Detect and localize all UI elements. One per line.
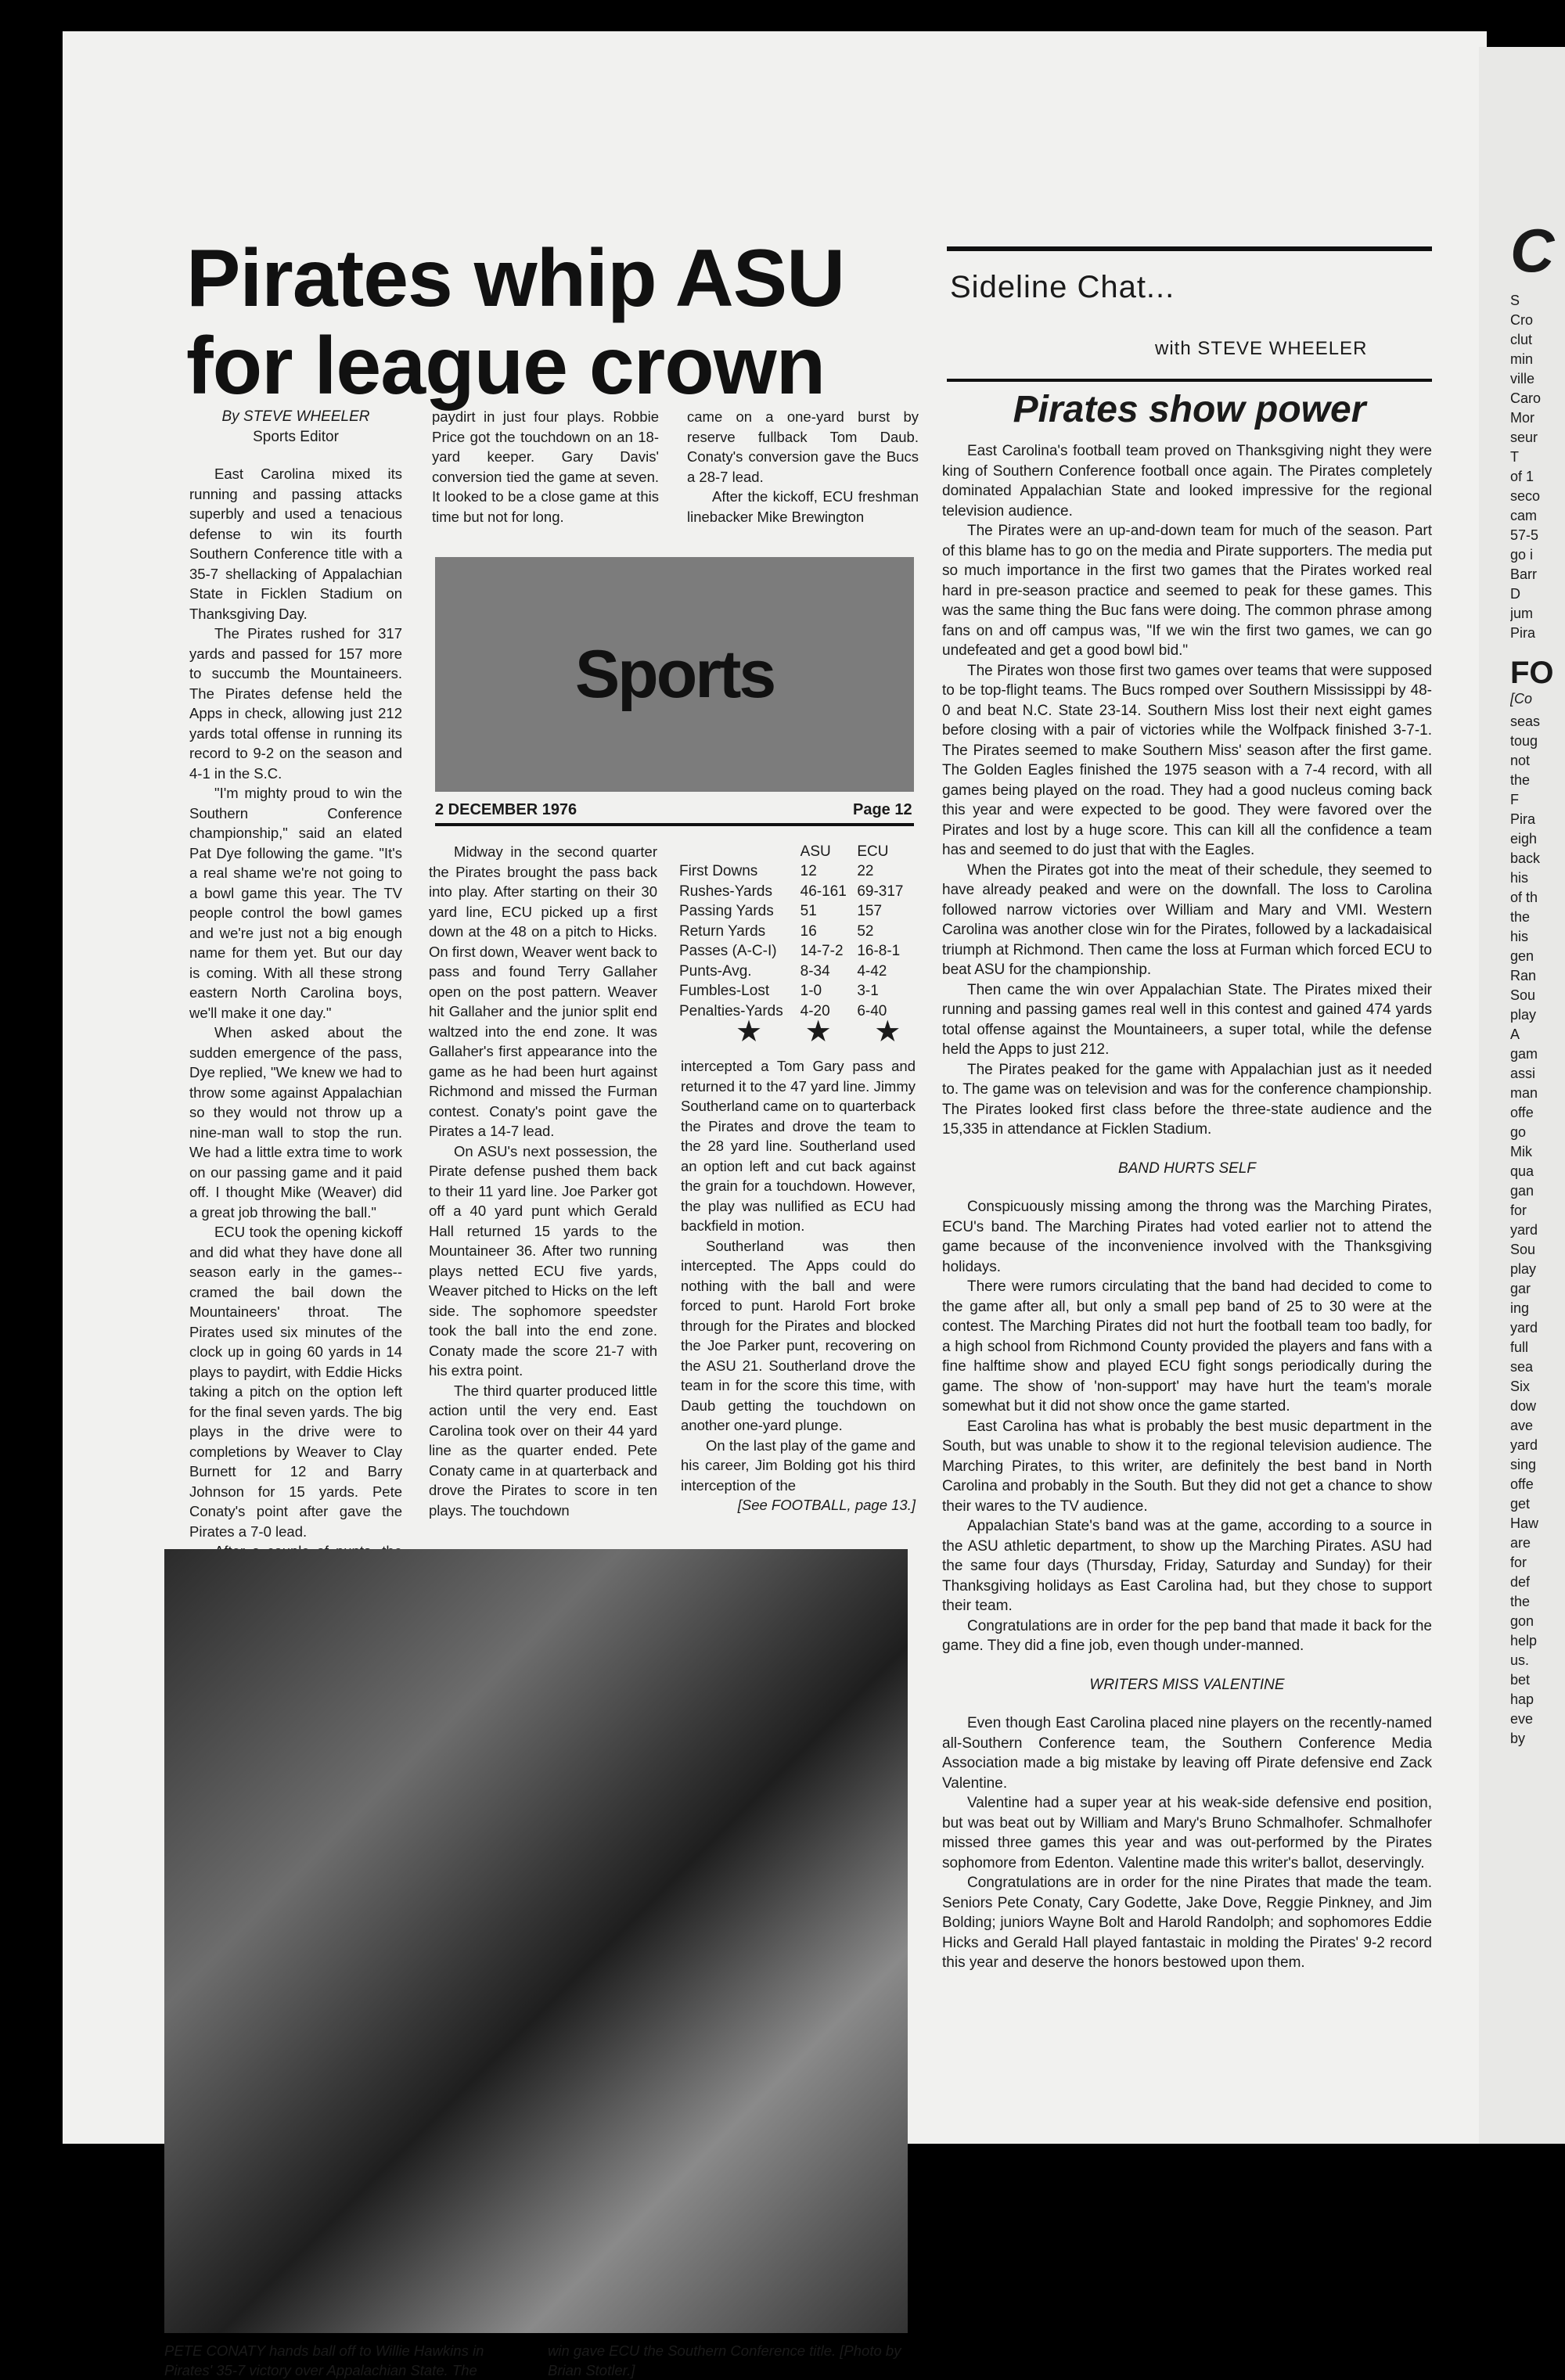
paragraph: On the last play of the game and his career, Jim Bolding got his third interception of the bbox=[681, 1436, 916, 1494]
fragment-line: for bbox=[1510, 1555, 1527, 1570]
fragment-line: Pira bbox=[1510, 625, 1536, 641]
fragment-line: jum bbox=[1510, 606, 1534, 621]
paragraph: The Pirates peaked for the game with Appalachian just as it needed to. The game was on television and was for the conference championship. The Pirates looked first class before the three-state audience and the 15,335 in attendance at Ficklen Stadium. bbox=[942, 1061, 1432, 1138]
paragraph: intercepted a Tom Gary pass and returned it to the 47 yard line. Jimmy Southerland came on to quarterback the Pirates and drove the team to the 28 yard line. Southerland used an option left and cut back against the grain for a touchdown. However, the play was nullified as ECU had backfield in motion. bbox=[681, 1058, 916, 1234]
stat-ecu: 4-42 bbox=[857, 962, 887, 980]
fragment-line: his bbox=[1510, 929, 1529, 944]
stat-label: Rushes-Yards bbox=[679, 883, 772, 900]
jump-line: [See FOOTBALL, page 13.] bbox=[737, 1497, 916, 1513]
fragment-line: yard bbox=[1510, 1320, 1538, 1336]
fragment-line: yard bbox=[1510, 1437, 1538, 1453]
photo-caption-left: PETE CONATY hands ball off to Willie Hawkins in Pirates' 35-7 victory over Appalachian State. The bbox=[164, 2342, 484, 2378]
fragment-line: gar bbox=[1510, 1281, 1531, 1296]
stat-label: Punts-Avg. bbox=[679, 962, 752, 980]
fragment-line: Cro bbox=[1510, 312, 1534, 328]
fragment-line: 57-5 bbox=[1510, 527, 1539, 543]
subhead-valentine: WRITERS MISS VALENTINE bbox=[1089, 1676, 1285, 1693]
stat-label: Passes (A-C-I) bbox=[679, 943, 777, 960]
sports-section-banner bbox=[435, 557, 914, 792]
fragment-line: Mik bbox=[1510, 1144, 1532, 1159]
byline-title: Sports Editor bbox=[253, 428, 339, 445]
fragment-line: Ran bbox=[1510, 968, 1537, 983]
fragment-line: Haw bbox=[1510, 1515, 1539, 1531]
next-page-big-letter: C bbox=[1510, 219, 1555, 285]
photo-caption-right: win gave ECU the Southern Conference title. [Photo by Brian Stotler.] bbox=[548, 2342, 901, 2378]
fragment-line: for bbox=[1510, 1203, 1527, 1218]
article-column-3-bottom bbox=[681, 1056, 916, 1515]
sideline-mid-rule bbox=[947, 379, 1432, 382]
paragraph: Congratulations are in order for the pep band that made it back for the game. They did a fine job, even though under-manned. bbox=[942, 1617, 1432, 1654]
banner-rule bbox=[435, 823, 914, 826]
stat-ecu: 22 bbox=[857, 863, 874, 880]
fragment-line: not bbox=[1510, 753, 1531, 768]
fragment-line: eigh bbox=[1510, 831, 1538, 847]
paragraph: The Pirates were an up-and-down team for much of the season. Part of this blame has to go on the media and Pirate supporters. The media put so much importance in the first two games that the Pirates worked real hard in pre-season practice and seemed to peak for these games. This was the same thing the Buc fans were doing. The common phrase among fans on and off campus was, "If we win the first two games, we can go undefeated and get a good bowl bid." bbox=[942, 523, 1432, 659]
fragment-line: his bbox=[1510, 870, 1529, 886]
paragraph: came on a one-yard burst by reserve fullback Tom Daub. Conaty's conversion gave the Bucs a 28-7 lead. bbox=[687, 408, 919, 485]
byline: By STEVE WHEELER bbox=[221, 408, 370, 425]
fragment-line: of 1 bbox=[1510, 469, 1534, 484]
paragraph: Southerland was then intercepted. The Apps could do nothing with the ball and were forced to punt. Harold Fort broke through for the Pirates and blocked the Joe Parker punt, recovering on the ASU 21. Southerland drove the team in for the score this time, with Daub getting the touchdown on another one-yard plunge. bbox=[681, 1237, 916, 1433]
fragment-line: D bbox=[1510, 586, 1520, 602]
fragment-line: full bbox=[1510, 1339, 1529, 1355]
headline-line-2: for league crown bbox=[186, 321, 826, 412]
paragraph: East Carolina's football team proved on Thanksgiving night they were king of Southern Conference football once again. The Pirates completely dominated Appalachian State and looked impressive for the regional television audience. bbox=[942, 443, 1432, 520]
main-headline bbox=[186, 235, 875, 410]
fragment-line: min bbox=[1510, 351, 1534, 367]
fragment-line: Sou bbox=[1510, 987, 1536, 1003]
column-headline: Pirates show power bbox=[1013, 389, 1366, 430]
fragment-line: seas bbox=[1510, 714, 1541, 729]
stat-label: Fumbles-Lost bbox=[679, 983, 770, 1000]
stats-header-cell: ASU bbox=[800, 843, 831, 860]
paragraph: Appalachian State's band was at the game, according to a source in the ASU athletic department, to show up the Marching Pirates. ASU had the same four days (Thursday, Friday, Saturday and Sunday) for their Thanksgiving holidays as East Carolina had, but they chose to support their team. bbox=[942, 1518, 1432, 1614]
fragment-line: go bbox=[1510, 1124, 1527, 1140]
fragment-line: sing bbox=[1510, 1457, 1537, 1472]
paragraph: The third quarter produced little action until the very end. East Carolina took over on their 44 yard line as the quarter ended. Pete Conaty came in at quarterback and drove the Pirates to score in ten plays. The touchdown bbox=[429, 1382, 657, 1519]
stats-header-row bbox=[679, 842, 914, 862]
stat-label: First Downs bbox=[679, 863, 758, 880]
next-page-fo-sub: [Co bbox=[1510, 691, 1533, 706]
paragraph: After the kickoff, ECU freshman linebacker Mike Brewington bbox=[687, 488, 919, 525]
next-page-fragment bbox=[1510, 219, 1565, 2097]
paragraph: Midway in the second quarter the Pirates brought the pass back into play. After starting on their 30 yard line, ECU picked up a first down at the 48 on a pitch to Hicks. On first down, Weaver went back to pass and found Terry Gallaher open on the post pattern. Weaver hit Gallaher and the junior split end waltzed into the end zone. It was Gallaher's first appearance into the game as he had been hurt against Richmond and missed the Furman contest. Conaty's point gave the Pirates a 14-7 lead. bbox=[429, 843, 657, 1139]
next-page-fo: FO bbox=[1510, 656, 1554, 690]
paragraph: When the Pirates got into the meat of their schedule, they seemed to have already peaked and were on the downfall. The loss to Carolina followed narrow victories over William and Mary and VMI. Western Carolina was another close win for the Pirates, followed by a lackadaisical triumph at Richmond. Then came the loss at Furman which forced ECU to beat ASU for the championship. bbox=[942, 861, 1432, 978]
stats-row bbox=[679, 862, 914, 883]
paragraph: paydirt in just four plays. Robbie Price got the touchdown on an 18-yard keeper. Gary Davis' conversion tied the game at seven. It looked to be a close game at this time but not for long. bbox=[432, 408, 659, 525]
fragment-line: go i bbox=[1510, 547, 1534, 563]
fragment-line: def bbox=[1510, 1574, 1531, 1590]
fragment-line: seur bbox=[1510, 430, 1538, 445]
stat-label: Penalties-Yards bbox=[679, 1002, 783, 1019]
column-author: with STEVE WHEELER bbox=[1155, 338, 1368, 359]
fragment-line: Pira bbox=[1510, 811, 1536, 827]
fragment-line: Caro bbox=[1510, 390, 1542, 406]
fragment-line: bet bbox=[1510, 1672, 1531, 1688]
stat-asu: 4-20 bbox=[800, 1002, 830, 1019]
fragment-line: ville bbox=[1510, 371, 1535, 386]
fragment-line: gen bbox=[1510, 948, 1534, 964]
stats-row bbox=[679, 962, 914, 982]
sideline-column-body bbox=[942, 441, 1432, 1973]
fragment-line: clut bbox=[1510, 332, 1533, 347]
paragraph: The Pirates won those first two games over teams that were supposed to be top-flight teams. The Bucs romped over Southern Mississippi by 48-0 and beat N.C. State 23-14. Southern Miss lost their next eight games before closing with a pair of victories while the Wolfpack finished 3-7-1. The Pirates seemed to make Southern Miss' season after the first game. The Golden Eagles finished the 1975 season with a 7-4 record, with all games being played on the road. They had a good nucleus coming back this year and were expected to be good. They were favored over the Pirates and lost by a huge score. This can kill all the confidence a team has and seemed to do just that with the Eagles. bbox=[942, 662, 1432, 858]
fragment-line: gon bbox=[1510, 1613, 1534, 1629]
paragraph: East Carolina has what is probably the best music department in the South, but was unable to show it to the regional television audience. The Marching Pirates, to this writer, are definitely the best band in North Carolina and probably in the South. But they did not get a chance to show their wares to the TV audience. bbox=[942, 1418, 1432, 1515]
fragment-line: man bbox=[1510, 1085, 1538, 1101]
star-divider: ★ ★ ★ bbox=[736, 1016, 919, 1048]
fragment-line: F bbox=[1510, 792, 1519, 807]
fragment-line: eve bbox=[1510, 1711, 1534, 1727]
stats-row bbox=[679, 902, 914, 922]
fragment-line: back bbox=[1510, 850, 1541, 866]
stat-label: Passing Yards bbox=[679, 903, 774, 920]
stat-ecu: 3-1 bbox=[857, 983, 879, 1000]
fragment-line: hap bbox=[1510, 1692, 1534, 1707]
sports-banner-word: Sports bbox=[574, 636, 775, 712]
fragment-line: offe bbox=[1510, 1476, 1534, 1492]
stat-ecu: 52 bbox=[857, 922, 874, 940]
fragment-line: play bbox=[1510, 1007, 1537, 1023]
fragment-line: the bbox=[1510, 909, 1531, 925]
paragraph: Then came the win over Appalachian State. The Pirates mixed their running and passing games real well in this contest and gained 474 yards total offense against the Mountaineers, a super total, while the defense held the Apps to just 212. bbox=[942, 981, 1432, 1058]
fragment-line: gam bbox=[1510, 1046, 1538, 1062]
fragment-line: Mor bbox=[1510, 410, 1534, 426]
article-column-1 bbox=[189, 407, 402, 1602]
sideline-top-rule bbox=[947, 246, 1432, 251]
fragment-line: sea bbox=[1510, 1359, 1534, 1375]
fragment-line: ing bbox=[1510, 1300, 1530, 1316]
fragment-line: help bbox=[1510, 1633, 1538, 1648]
fragment-line: T bbox=[1510, 449, 1519, 465]
stat-asu: 16 bbox=[800, 922, 817, 940]
fragment-line: offe bbox=[1510, 1105, 1534, 1120]
page-number: Page 12 bbox=[853, 801, 912, 818]
article-column-3-top bbox=[687, 407, 919, 527]
issue-date: 2 DECEMBER 1976 bbox=[435, 801, 577, 818]
paragraph: When asked about the sudden emergence of the pass, Dye replied, "We knew we had to throw some against Appalachian so they would not throw up a nine-man wall to stop the run. We had a little extra time to work on our passing game and it paid off. I thought Mike (Weaver) did a great job throwing the ball." bbox=[189, 1024, 402, 1221]
stats-row bbox=[679, 982, 914, 1002]
fragment-line: seco bbox=[1510, 488, 1541, 504]
paragraph: "I'm mighty proud to win the Southern Conference championship," said an elated Pat Dye following the game. "It's a real shame we're not going to a bowl game this year. The TV people control the bowl games and we're just not a big enough name for them yet. But our day is coming. With all these strong eastern North Carolina boys, we'll make it one day." bbox=[189, 785, 402, 1021]
stat-ecu: 157 bbox=[857, 903, 883, 920]
stats-header-cell bbox=[679, 842, 800, 862]
fragment-line: S bbox=[1510, 293, 1520, 308]
stat-ecu: 16-8-1 bbox=[857, 943, 901, 960]
stat-asu: 1-0 bbox=[800, 983, 822, 1000]
fragment-line: cam bbox=[1510, 508, 1538, 523]
stat-ecu: 6-40 bbox=[857, 1002, 887, 1019]
stat-asu: 14-7-2 bbox=[800, 943, 844, 960]
fragment-line: Six bbox=[1510, 1379, 1531, 1394]
paragraph: On ASU's next possession, the Pirate defense pushed them back to their 11 yard line. Joe Parker got off a 40 yard punt which Gerald Hall returned 15 yards to the Mountaineer 36. After two running plays netted ECU five yards, Weaver pitched to Hicks on the left side. The sophomore speedster took the ball into the end zone. Conaty made the score 21-7 with his extra point. bbox=[429, 1142, 657, 1379]
paragraph: Conspicuously missing among the throng was the Marching Pirates, ECU's band. The Marching Pirates had voted earlier not to attend the game because of the inconvenience involved with the Thanksgiving holidays. bbox=[942, 1199, 1432, 1275]
paragraph: East Carolina mixed its running and passing attacks superbly and used a tenacious defense to win its fourth Southern Conference title with a 35-7 shellacking of Appalachian State in Ficklen Stadium on Thanksgiving Day. bbox=[189, 466, 402, 622]
fragment-line: A bbox=[1510, 1026, 1520, 1042]
stat-asu: 46-161 bbox=[800, 883, 847, 900]
paragraph: The Pirates rushed for 317 yards and passed for 157 more to succumb the Mountaineers. The Pirates defense held the Apps in check, allowing just 212 yards total offense in running its record to 9-2 on the season and 4-1 in the S.C. bbox=[189, 625, 402, 782]
stat-ecu: 69-317 bbox=[857, 883, 904, 900]
stat-asu: 12 bbox=[800, 863, 817, 880]
paragraph: Valentine had a super year at his weak-side defensive end position, but was beat out by William and Mary's Bruno Schmalhofer. Schmalhofer missed three games this year and was out-performed by the Pirates sophomore from Edenton. Valentine made this writer's ballot, deservingly. bbox=[942, 1795, 1432, 1871]
headline-line-1: Pirates whip ASU bbox=[186, 233, 845, 324]
fragment-line: Barr bbox=[1510, 566, 1538, 582]
article-column-2-top bbox=[432, 407, 659, 527]
stats-row bbox=[679, 882, 914, 902]
paragraph: There were rumors circulating that the band had decided to come to the game after all, but only a small pep band of 25 to 30 were at the contest. The Marching Pirates did not hurt the football team too badly, for a high school from Richmond County provided the players and fans with a fine halftime show and played ECU fight songs periodically during the game. The show of 'non-support' may have hurt the team's morale somewhat but it did not show once the game started. bbox=[942, 1278, 1432, 1415]
stat-asu: 51 bbox=[800, 903, 817, 920]
fragment-line: qua bbox=[1510, 1163, 1534, 1179]
stat-asu: 8-34 bbox=[800, 962, 830, 980]
stats-header-cell: ECU bbox=[857, 843, 889, 860]
next-page-lines-2 bbox=[1510, 712, 1565, 1749]
fragment-line: gan bbox=[1510, 1183, 1534, 1199]
subhead-band: BAND HURTS SELF bbox=[1118, 1159, 1256, 1177]
fragment-line: by bbox=[1510, 1731, 1526, 1746]
fragment-line: assi bbox=[1510, 1066, 1536, 1081]
game-stats-table bbox=[679, 842, 914, 1022]
fragment-line: us. bbox=[1510, 1652, 1530, 1668]
fragment-line: the bbox=[1510, 772, 1531, 788]
fragment-line: toug bbox=[1510, 733, 1538, 749]
fragment-line: are bbox=[1510, 1535, 1531, 1551]
column-title: Sideline Chat... bbox=[950, 270, 1175, 304]
article-column-2-bottom bbox=[429, 842, 657, 1520]
fragment-line: Sou bbox=[1510, 1242, 1536, 1257]
next-page-lines bbox=[1510, 291, 1565, 643]
stat-label: Return Yards bbox=[679, 922, 766, 940]
paragraph: Congratulations are in order for the nine Pirates that made the team. Seniors Pete Conaty, Cary Godette, Jake Dove, Reggie Pinkney, and Jim Bolding; juniors Wayne Bolt and Harold Randolph; and sophomores Eddie Hicks and Gerald Hall played fantastaic in molding the Pirates' 9-2 record this year and deserve the honors bestowed upon them. bbox=[942, 1875, 1432, 1971]
fragment-line: the bbox=[1510, 1594, 1531, 1609]
paragraph: ECU took the opening kickoff and did what they have done all season early in the games--cramed the bail down the Mountaineers' throat. The Pirates used six minutes of the clock up in going 60 yards in 14 plays to paydirt, with Eddie Hicks taking a pitch on the option left for the final seven yards. The big plays in the drive were to completions by Weaver to Clay Burnett for 12 and Barry Johnson for 15 yards. Pete Conaty's point after gave the Pirates a 7-0 lead. bbox=[189, 1224, 402, 1540]
fragment-line: get bbox=[1510, 1496, 1531, 1512]
fragment-line: of th bbox=[1510, 890, 1538, 905]
stats-row bbox=[679, 942, 914, 962]
fragment-line: ave bbox=[1510, 1418, 1534, 1433]
fragment-line: dow bbox=[1510, 1398, 1537, 1414]
fragment-line: play bbox=[1510, 1261, 1537, 1277]
football-game-photo bbox=[164, 1549, 908, 2333]
stats-row bbox=[679, 922, 914, 942]
fragment-line: yard bbox=[1510, 1222, 1538, 1238]
paragraph: Even though East Carolina placed nine players on the recently-named all-Southern Conference team, the Southern Conference Media Association made a big mistake by leaving off Pirate defensive end Zack Valentine. bbox=[942, 1715, 1432, 1792]
